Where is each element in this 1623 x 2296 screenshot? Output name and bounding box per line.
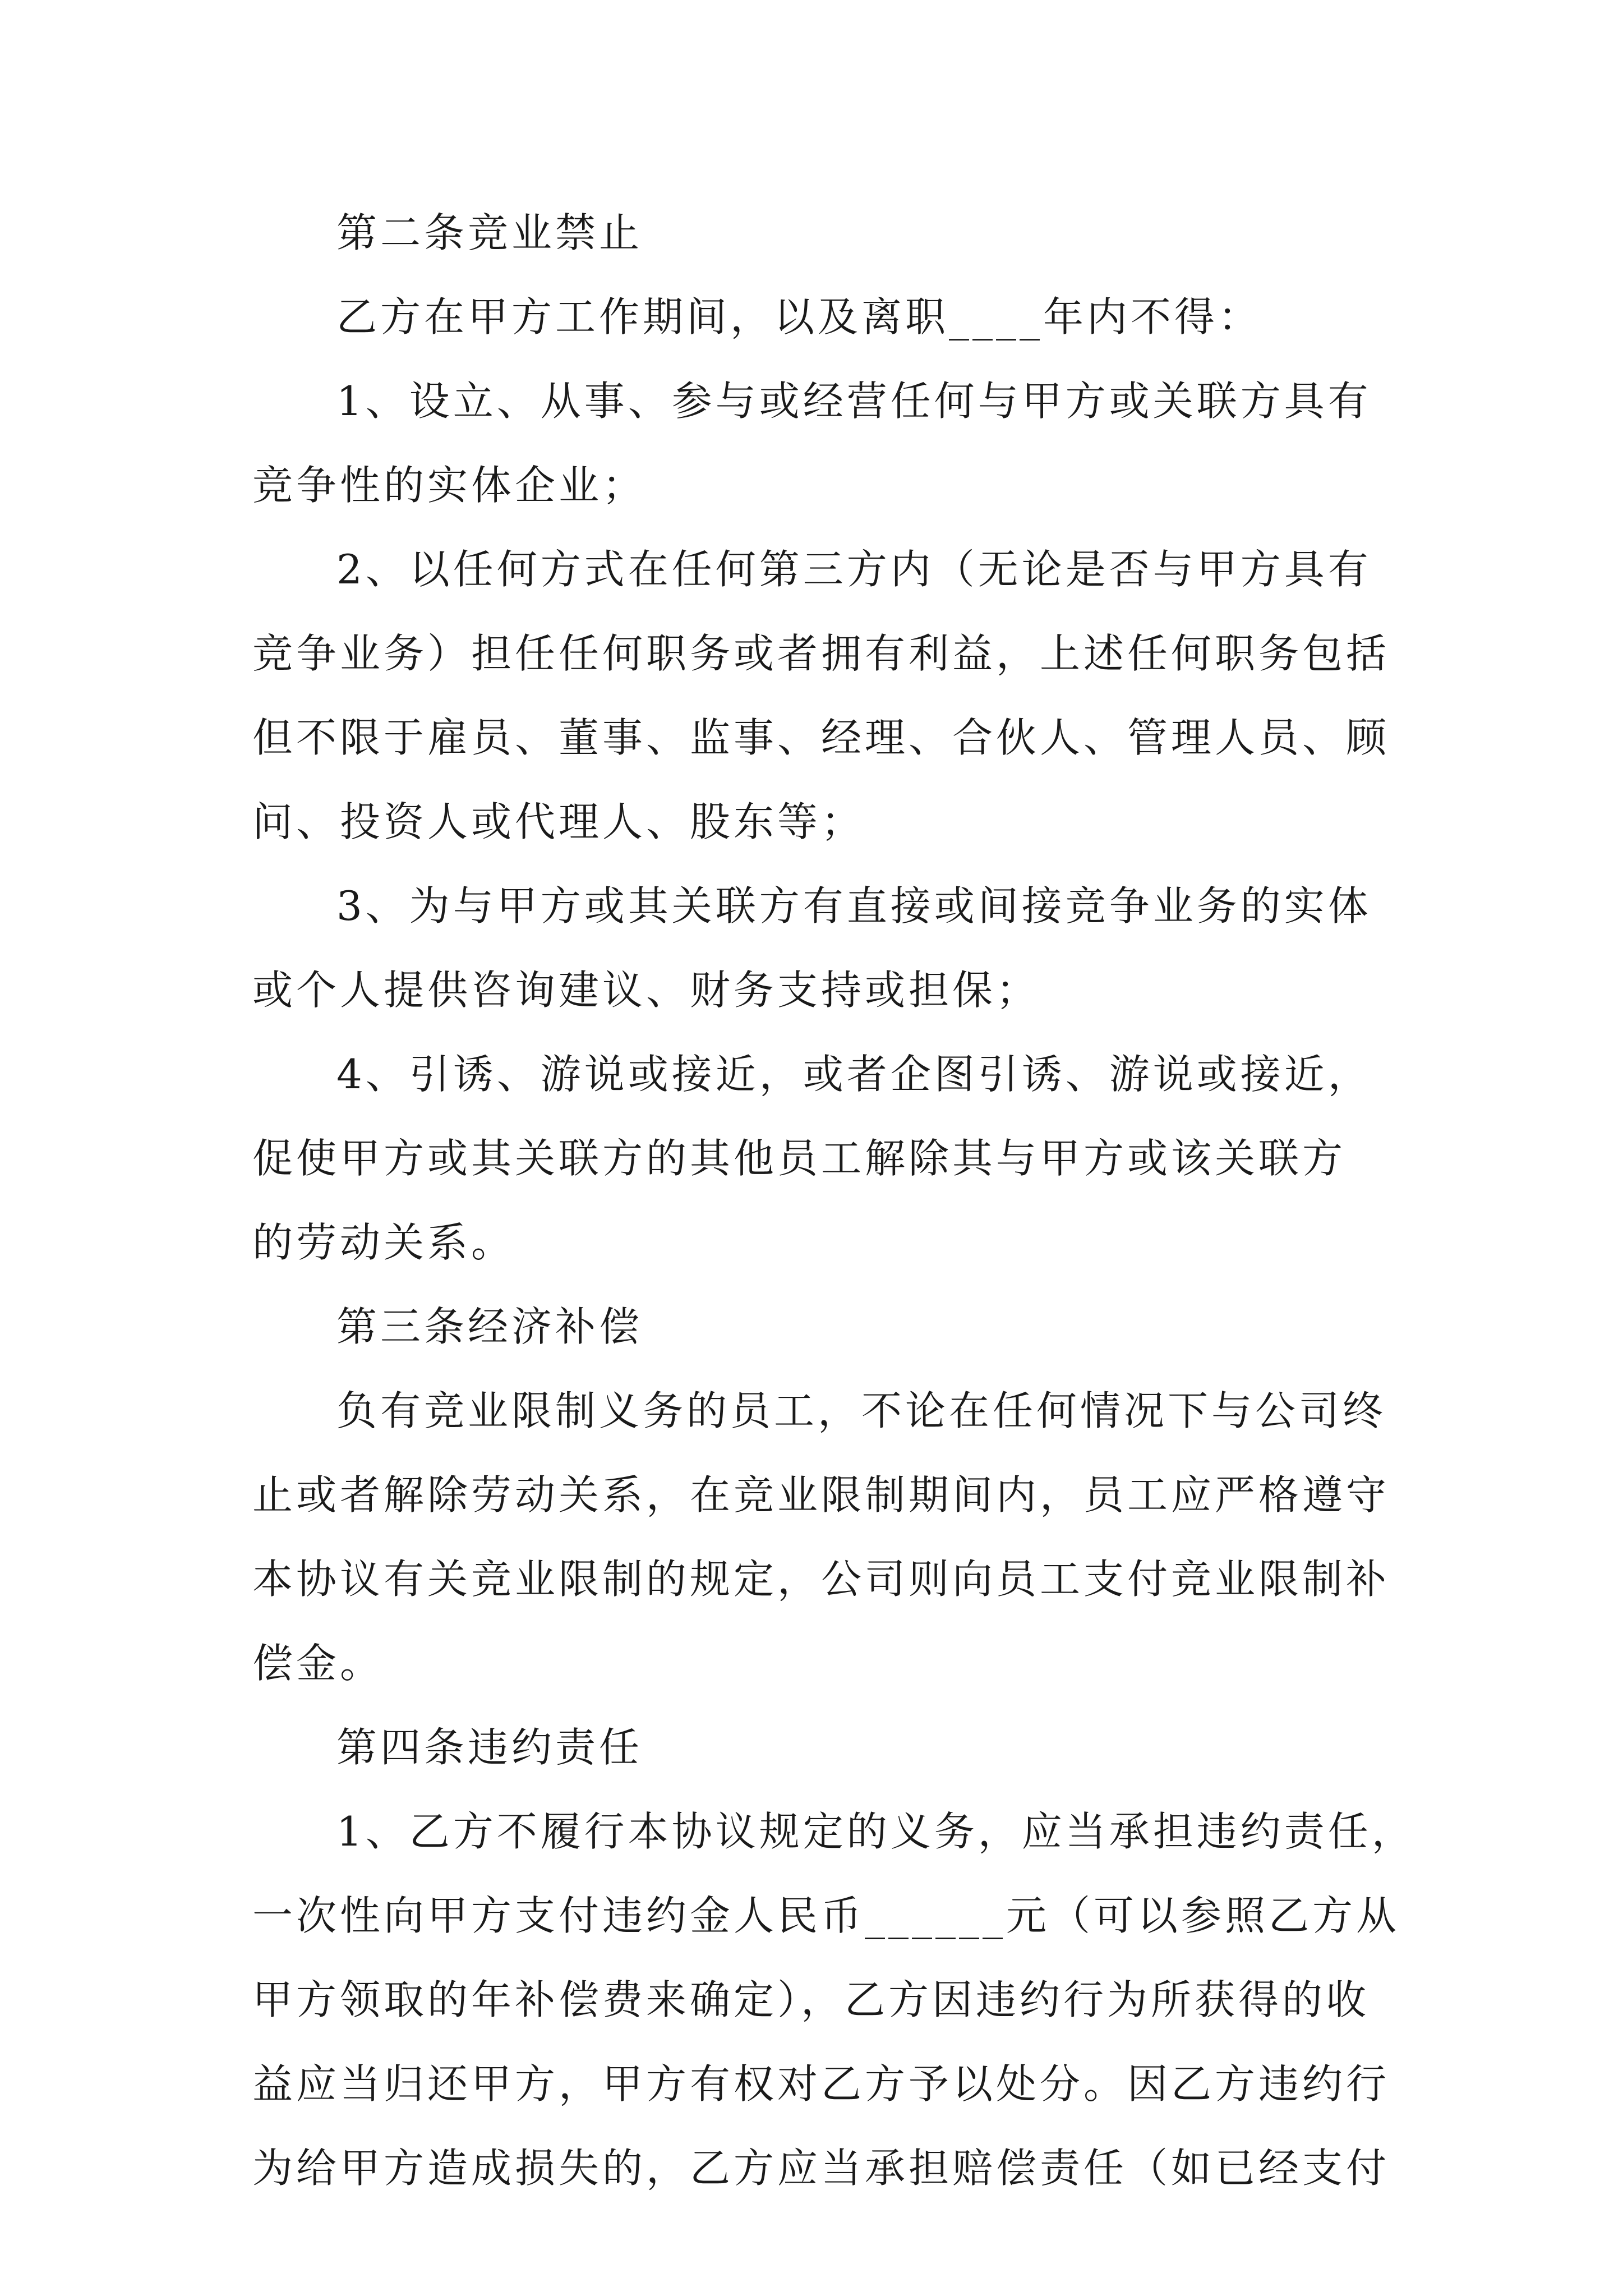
paragraph-line: 但不限于雇员、董事、监事、经理、合伙人、管理人员、顾 <box>252 714 1390 761</box>
section-heading-article-2: 第二条竞业禁止 <box>336 209 643 256</box>
paragraph-line: 本协议有关竞业限制的规定，公司则向员工支付竞业限制补 <box>252 1556 1390 1603</box>
paragraph-line: 竞争性的实体企业； <box>252 462 647 509</box>
paragraph-line: 2、以任何方式在任何第三方内（无论是否与甲方具有 <box>336 546 1372 593</box>
paragraph-line: 负有竞业限制义务的员工，不论在任何情况下与公司终 <box>336 1387 1387 1434</box>
paragraph-line: 问、投资人或代理人、股东等； <box>252 798 865 845</box>
paragraph-line: 一次性向甲方支付违约金人民币______元（可以参照乙方从 <box>252 1892 1400 1939</box>
section-heading-article-4: 第四条违约责任 <box>336 1724 643 1771</box>
paragraph-line: 止或者解除劳动关系，在竞业限制期间内，员工应严格遵守 <box>252 1471 1390 1519</box>
paragraph-line: 或个人提供咨询建议、财务支持或担保； <box>252 967 1040 1014</box>
paragraph-line: 3、为与甲方或其关联方有直接或间接竞争业务的实体 <box>336 882 1372 930</box>
paragraph-line: 为给甲方造成损失的，乙方应当承担赔偿责任（如已经支付 <box>252 2145 1390 2192</box>
paragraph-line: 的劳动关系。 <box>252 1219 515 1266</box>
paragraph-line: 益应当归还甲方，甲方有权对乙方予以处分。因乙方违约行 <box>252 2060 1390 2108</box>
paragraph-line: 乙方在甲方工作期间，以及离职____年内不得： <box>336 293 1262 341</box>
paragraph-line: 1、设立、从事、参与或经营任何与甲方或关联方具有 <box>336 378 1372 425</box>
document-body <box>252 191 1415 2210</box>
paragraph-line: 偿金。 <box>252 1640 384 1687</box>
paragraph-line: 1、乙方不履行本协议规定的义务，应当承担违约责任， <box>336 1808 1415 1855</box>
paragraph-line: 促使甲方或其关联方的其他员工解除其与甲方或该关联方 <box>252 1135 1347 1182</box>
paragraph-line: 甲方领取的年补偿费来确定），乙方因违约行为所获得的收 <box>252 1976 1370 2023</box>
paragraph-line: 4、引诱、游说或接近，或者企图引诱、游说或接近， <box>336 1051 1372 1098</box>
section-heading-article-3: 第三条经济补偿 <box>336 1303 643 1350</box>
paragraph-line: 竞争业务）担任任何职务或者拥有利益，上述任何职务包括 <box>252 630 1390 677</box>
